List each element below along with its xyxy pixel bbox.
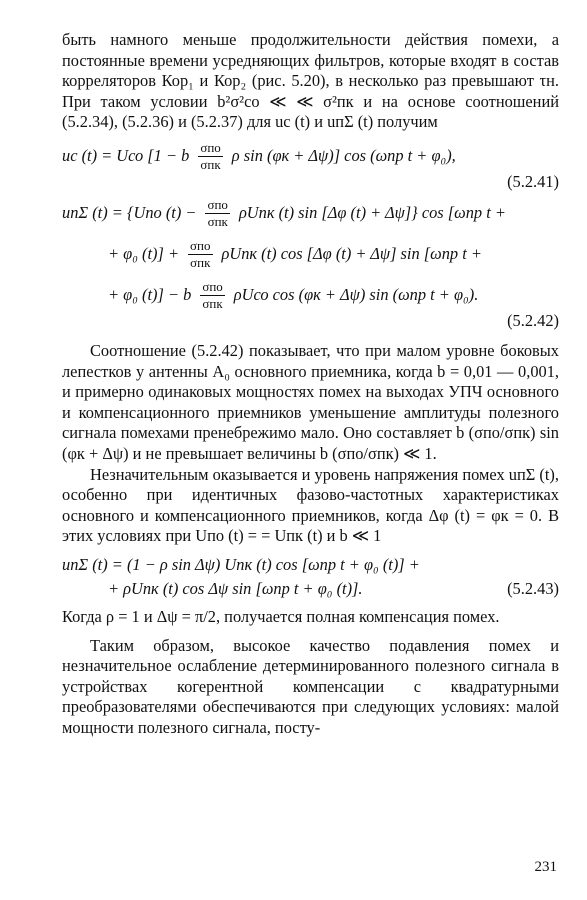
equation-5-2-41 (62, 141, 559, 192)
eq42-number: (5.2.42) (507, 310, 559, 330)
paragraph-4: Когда ρ = 1 и Δψ = π/2, получается полная компенсация помех. (62, 606, 500, 626)
paragraph-1: быть намного меньше продолжительности действия помехи, а постоянные времени усредняющих фильтров, которые входят в состав корреляторов Кор₁ и Кор₂ (рис. 5.20), в несколько раз превышают τн. При таком условии b²σ²со ≪ ≪ σ²пк и на основе соотношений (5.2.34), (5.2.36) и (5.2.37) для uс (t) и uпΣ (t) получим (62, 30, 559, 132)
paragraph-5: Таким образом, высокое качество подавления помех и незначительное ослабление детерминированного полезного сигнала в устройствах когерентной компенсации с квадратурными преобразователями обеспечиваются при следующих условиях: малой мощности полезного сигнала, посту- (62, 635, 559, 737)
eq42-l1-num: σпо (207, 196, 228, 212)
eq43-number: (5.2.43) (507, 578, 559, 598)
eq42-line2-a: + φ₀ (t)] + (108, 244, 180, 264)
paragraph-2: Соотношение (5.2.42) показывает, что при малом уровне боковых лепестков у антенны A₀ основного приемника, когда b = 0,01 — 0,001, и примерно одинаковых мощностях помех на выходах УПЧ основного и компенсационного приемников уменьшение амплитуды полезного сигнала помехами пренебрежимо мало. Оно составляет b (σпо/σпк) sin (φк + Δψ) и не превышает величины b (σпо/σпк) ≪ 1. (62, 340, 559, 463)
eq42-l1-den: σпк (207, 213, 228, 229)
eq42-line1-a: uпΣ (t) = {Uпо (t) − (62, 203, 197, 223)
paragraph-3: Незначительным оказывается и уровень напряжения помех uпΣ (t), особенно при идентичных фазово-частотных характеристиках основного и компенсационного приемников, когда Δφ (t) = φк = 0. В этих условиях при Uпо (t) = = Uпк (t) и b ≪ 1 (62, 464, 559, 546)
eq41-number: (5.2.41) (507, 171, 559, 191)
eq41-frac-den: σпк (200, 156, 221, 172)
eq42-line2-b: ρUпк (t) cos [Δφ (t) + Δψ] sin [ωпр t + (221, 244, 482, 264)
eq42-line3-fraction (200, 280, 224, 311)
eq43-line1: uпΣ (t) = (1 − ρ sin Δψ) Uпк (t) cos [ωпр t + φ₀ (t)] + (62, 554, 420, 574)
eq42-line3-b: ρUсо cos (φк + Δψ) sin (ωпр t + φ₀). (233, 285, 479, 305)
eq42-line2-fraction (188, 239, 212, 270)
eq42-l2-num: σпо (190, 237, 211, 253)
eq42-line1-fraction (205, 198, 229, 229)
eq42-l2-den: σпк (190, 254, 211, 270)
eq42-l3-num: σпо (202, 278, 223, 294)
eq43-line2: + ρUпк (t) cos Δψ sin [ωпр t + φ₀ (t)]. (108, 578, 363, 598)
eq41-frac-num: σпо (200, 139, 221, 155)
eq42-line1-b: ρUпк (t) sin [Δφ (t) + Δψ]} cos [ωпр t + (238, 203, 506, 223)
eq41-lhs: uс (t) = Uсо [1 − b (62, 146, 190, 166)
eq42-line3-a: + φ₀ (t)] − b (108, 285, 192, 305)
eq41-fraction (198, 141, 222, 172)
page-number: 231 (534, 859, 557, 875)
eq41-rhs: ρ sin (φк + Δψ)] cos (ωпр t + φ₀), (231, 146, 456, 166)
equation-5-2-42 (62, 198, 559, 331)
equation-5-2-43 (62, 555, 559, 599)
eq42-l3-den: σпк (202, 295, 223, 311)
